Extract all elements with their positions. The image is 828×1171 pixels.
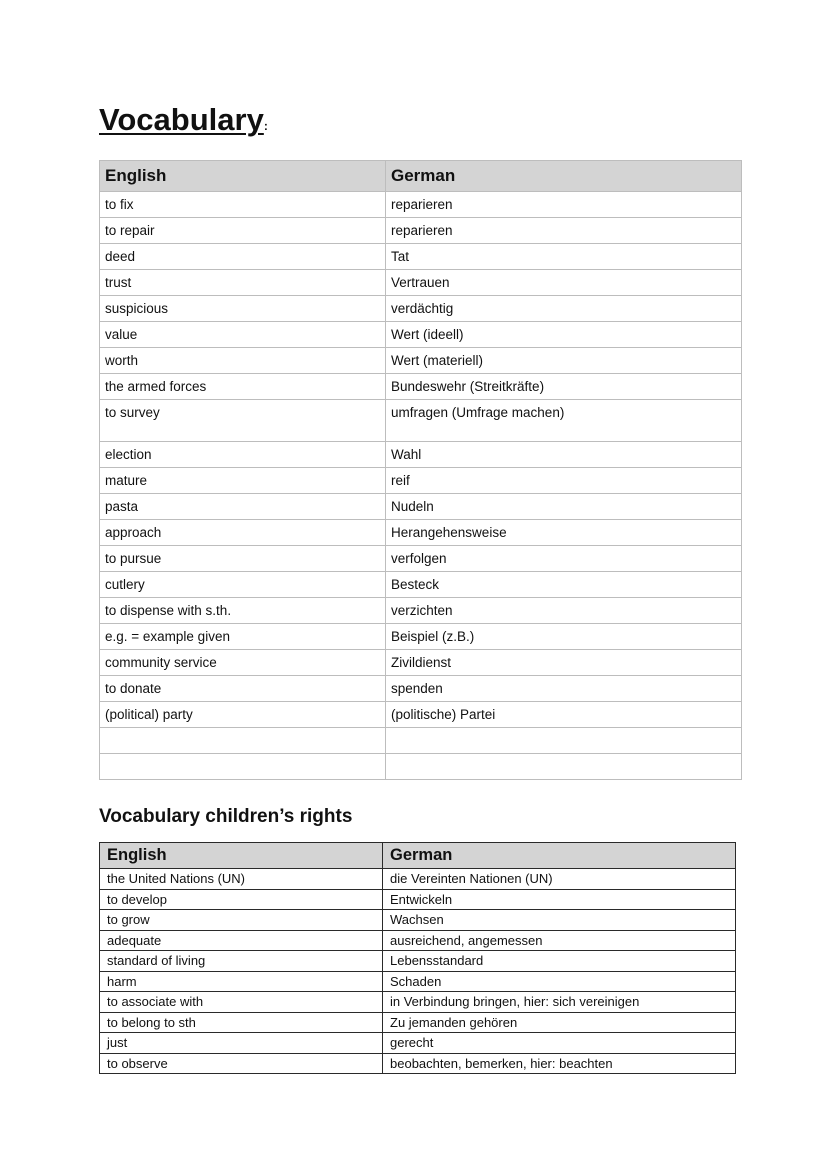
table-row [100,468,742,494]
german-term-cell: Nudeln [386,494,742,520]
english-term-cell: to grow [100,910,383,931]
german-term-cell: beobachten, bemerken, hier: beachten [383,1053,736,1074]
table-row [100,598,742,624]
table-row [100,218,742,244]
english-term-cell: to repair [100,218,386,244]
column-header-english: English [100,161,386,192]
table-row [100,400,742,442]
german-term-cell: Zu jemanden gehören [383,1012,736,1033]
english-term-cell: the United Nations (UN) [100,869,383,890]
english-term-cell: cutlery [100,572,386,598]
german-term-cell: reparieren [386,192,742,218]
table-row [100,754,742,780]
german-term-cell [386,728,742,754]
english-term-cell: pasta [100,494,386,520]
table-row [100,971,736,992]
english-term-cell [100,754,386,780]
english-term-cell: to observe [100,1053,383,1074]
german-term-cell: Wahl [386,442,742,468]
english-term-cell: to survey [100,400,386,442]
english-term-cell: to fix [100,192,386,218]
english-term-cell: to belong to sth [100,1012,383,1033]
german-term-cell: Bundeswehr (Streitkräfte) [386,374,742,400]
english-term-cell: e.g. = example given [100,624,386,650]
column-header-english: English [100,843,383,869]
german-term-cell: gerecht [383,1033,736,1054]
column-header-german: German [383,843,736,869]
english-term-cell: deed [100,244,386,270]
table-header-row [100,161,742,192]
english-term-cell: to donate [100,676,386,702]
table-row [100,889,736,910]
table-row [100,930,736,951]
table-row [100,374,742,400]
german-term-cell: verzichten [386,598,742,624]
german-term-cell: reparieren [386,218,742,244]
english-term-cell: value [100,322,386,348]
english-term-cell: approach [100,520,386,546]
table-row [100,869,736,890]
german-term-cell: verfolgen [386,546,742,572]
english-term-cell: to develop [100,889,383,910]
table-row [100,992,736,1013]
page-title-text: Vocabulary [99,102,264,137]
table-row [100,270,742,296]
english-term-cell [100,728,386,754]
section-heading-childrens-rights: Vocabulary children’s rights [99,806,353,827]
table-row [100,728,742,754]
german-term-cell: Lebensstandard [383,951,736,972]
table-row [100,546,742,572]
page-title-colon: : [263,119,268,133]
german-term-cell: umfragen (Umfrage machen) [386,400,742,442]
german-term-cell: Vertrauen [386,270,742,296]
english-term-cell: to pursue [100,546,386,572]
german-term-cell: reif [386,468,742,494]
table-row [100,910,736,931]
english-term-cell: adequate [100,930,383,951]
childrens-rights-table [99,842,736,1074]
german-term-cell: Wachsen [383,910,736,931]
german-term-cell: Besteck [386,572,742,598]
table-row [100,676,742,702]
table-row [100,348,742,374]
english-term-cell: the armed forces [100,374,386,400]
german-term-cell: Zivildienst [386,650,742,676]
english-term-cell: to associate with [100,992,383,1013]
english-term-cell: suspicious [100,296,386,322]
vocabulary-table [99,160,742,780]
english-term-cell: standard of living [100,951,383,972]
english-term-cell: community service [100,650,386,676]
german-term-cell: Entwickeln [383,889,736,910]
table-row [100,192,742,218]
german-term-cell: (politische) Partei [386,702,742,728]
table-row [100,244,742,270]
column-header-german: German [386,161,742,192]
english-term-cell: to dispense with s.th. [100,598,386,624]
german-term-cell: die Vereinten Nationen (UN) [383,869,736,890]
german-term-cell [386,754,742,780]
german-term-cell: spenden [386,676,742,702]
table-row [100,520,742,546]
table-row [100,650,742,676]
english-term-cell: mature [100,468,386,494]
english-term-cell: harm [100,971,383,992]
german-term-cell: ausreichend, angemessen [383,930,736,951]
english-term-cell: (political) party [100,702,386,728]
page-title [99,100,268,146]
english-term-cell: just [100,1033,383,1054]
german-term-cell: Tat [386,244,742,270]
table-row [100,702,742,728]
german-term-cell: in Verbindung bringen, hier: sich vereinigen [383,992,736,1013]
table-row [100,624,742,650]
german-term-cell: Herangehensweise [386,520,742,546]
table-row [100,572,742,598]
german-term-cell: Wert (ideell) [386,322,742,348]
table-header-row [100,843,736,869]
table-row [100,494,742,520]
english-term-cell: trust [100,270,386,296]
german-term-cell: Beispiel (z.B.) [386,624,742,650]
table-row [100,296,742,322]
table-row [100,442,742,468]
english-term-cell: election [100,442,386,468]
table-row [100,1053,736,1074]
table-row [100,1012,736,1033]
german-term-cell: Schaden [383,971,736,992]
english-term-cell: worth [100,348,386,374]
table-row [100,951,736,972]
table-row [100,1033,736,1054]
table-row [100,322,742,348]
german-term-cell: verdächtig [386,296,742,322]
german-term-cell: Wert (materiell) [386,348,742,374]
